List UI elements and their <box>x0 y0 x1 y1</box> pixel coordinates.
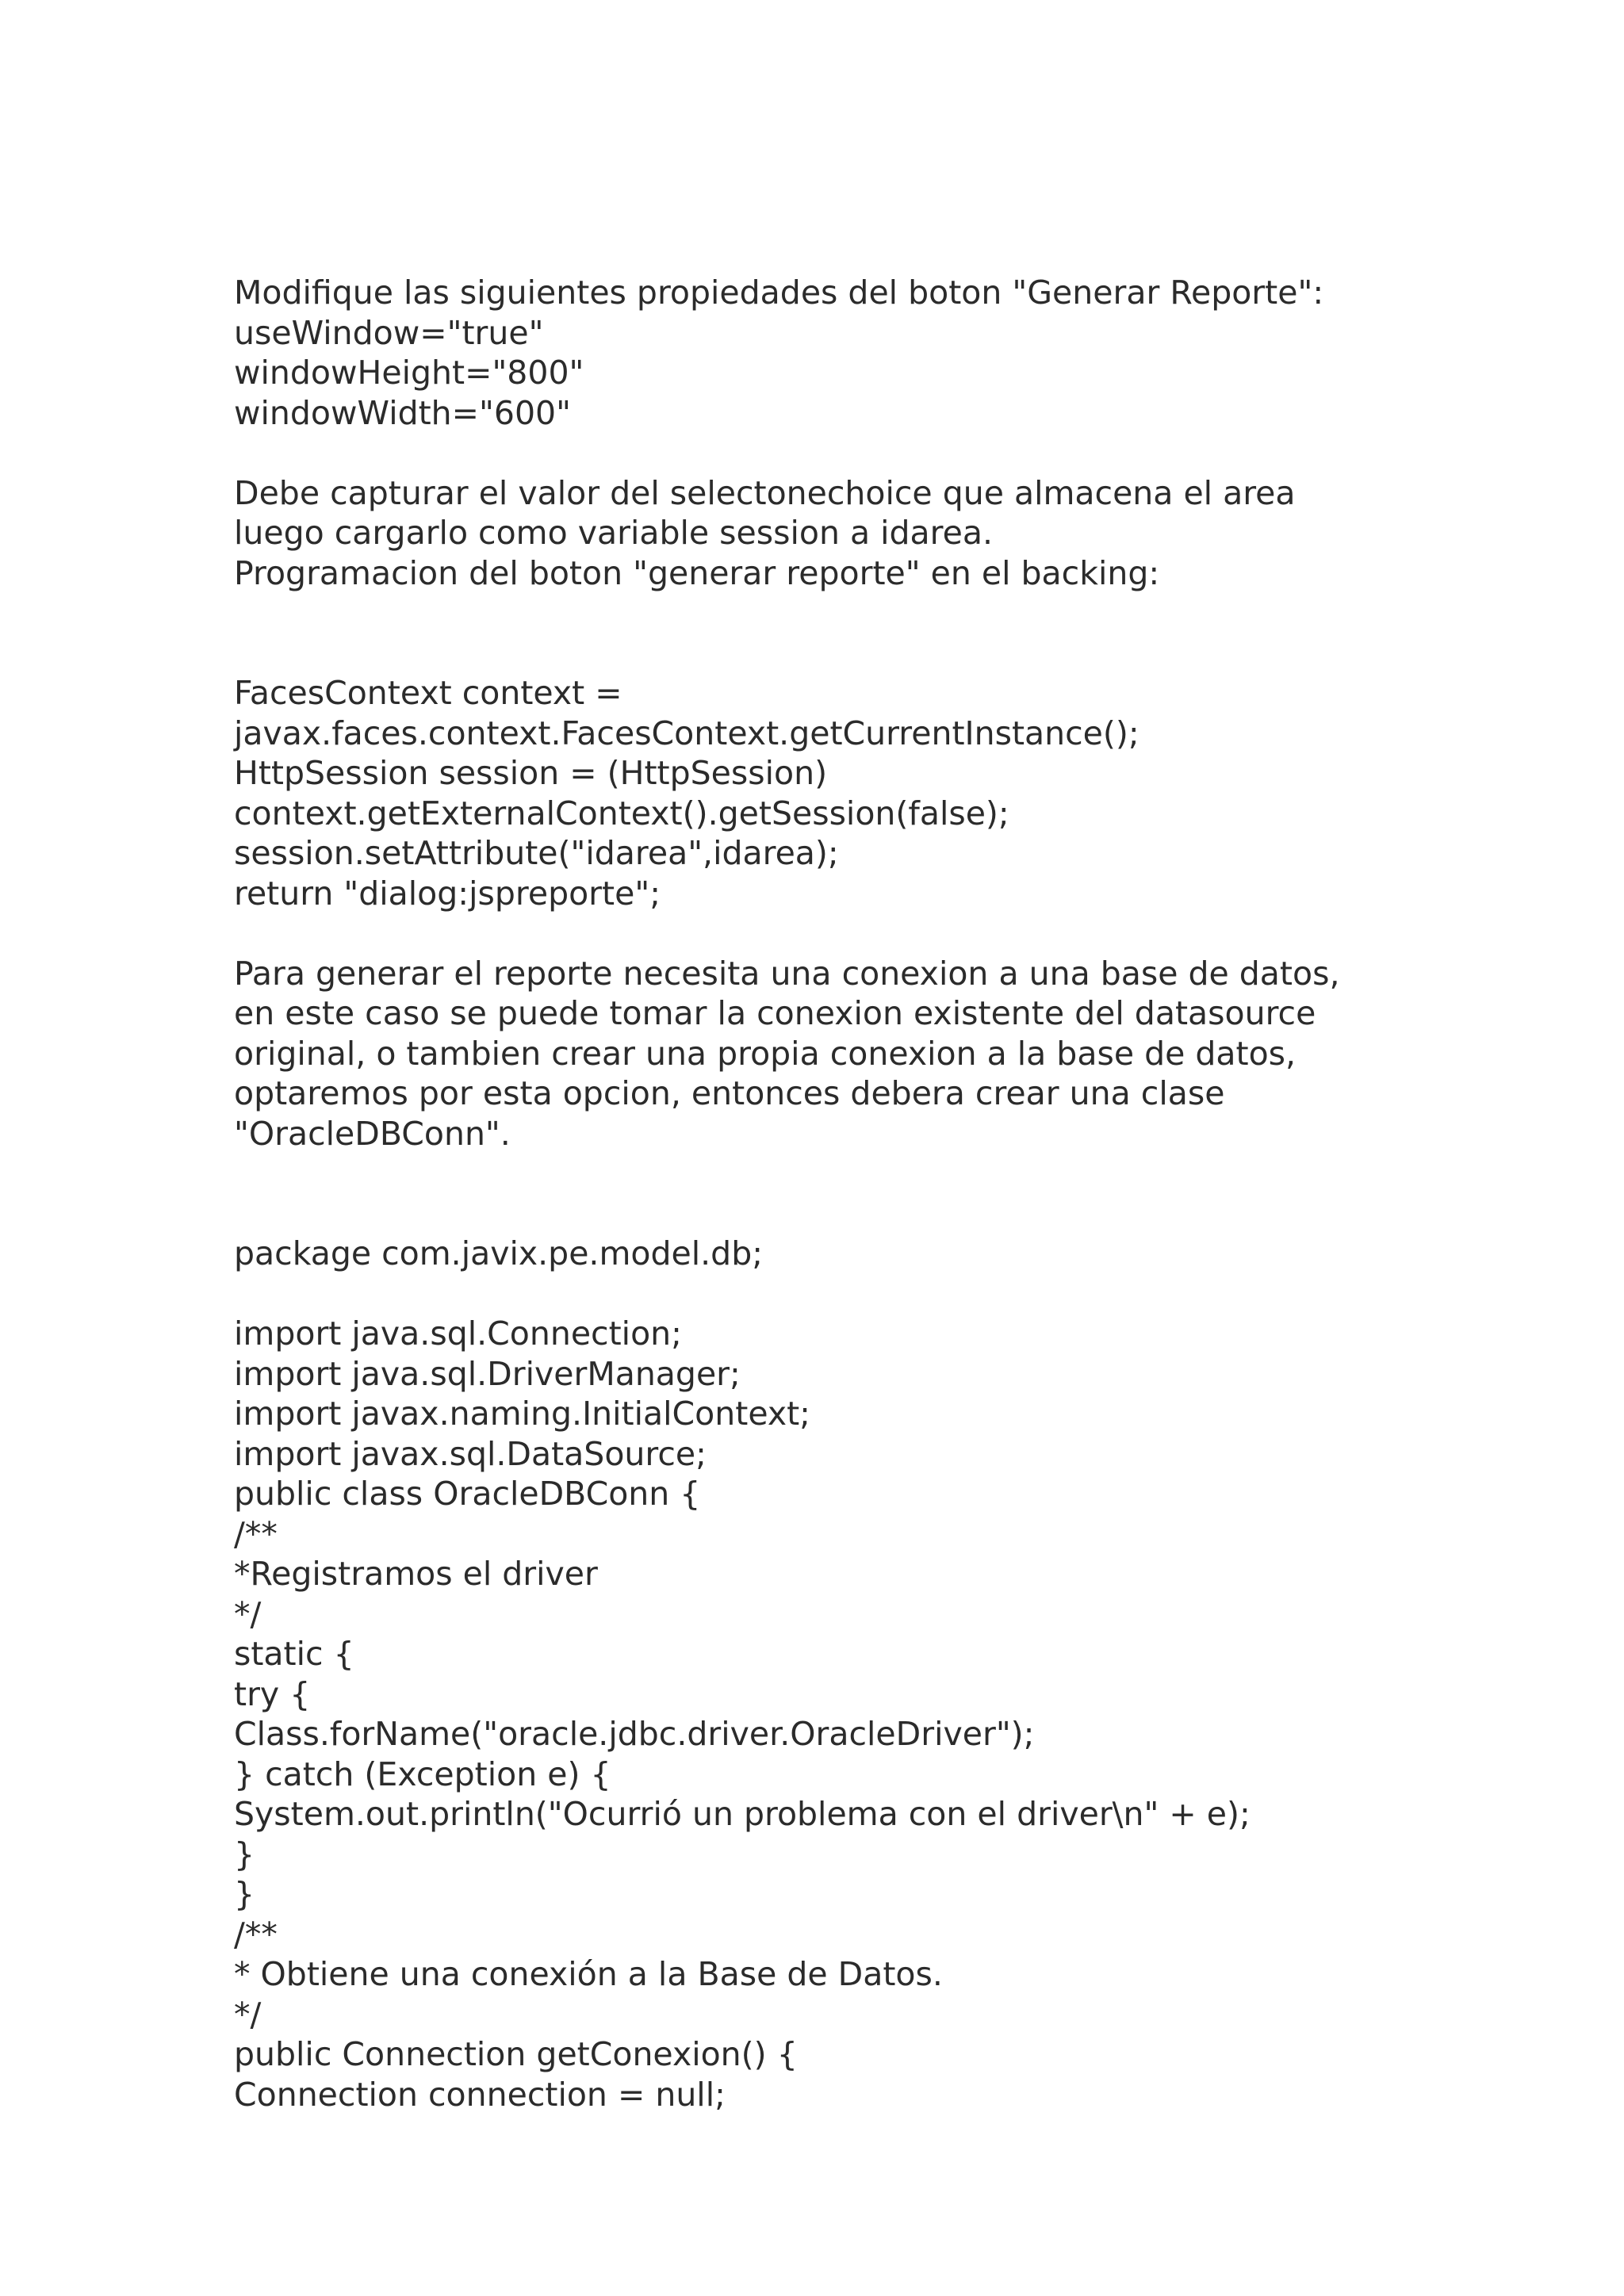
blank-line <box>234 1194 1423 1234</box>
code-line: javax.faces.context.FacesContext.getCurrentInstance(); <box>234 714 1139 752</box>
code-line: try { <box>234 1674 311 1713</box>
code-line: FacesContext context = <box>234 674 622 712</box>
text-line: useWindow="true" <box>234 313 544 352</box>
code-line: public class OracleDBConn { <box>234 1475 701 1513</box>
code-line: *Registramos el driver <box>234 1555 598 1593</box>
code-line: import java.sql.DriverManager; <box>234 1354 741 1393</box>
code-line: System.out.println("Ocurrió un problema con el driver\n" + e); <box>234 1795 1251 1833</box>
document-body <box>234 273 1423 2114</box>
code-line: import java.sql.Connection; <box>234 1314 682 1353</box>
blank-line <box>234 913 1423 954</box>
blank-line <box>234 633 1423 674</box>
code-line: return "dialog:jspreporte"; <box>234 874 661 913</box>
text-line: windowWidth="600" <box>234 393 571 432</box>
code-line: public Connection getConexion() { <box>234 2035 798 2073</box>
text-line: optaremos por esta opcion, entonces debera crear una clase <box>234 1074 1225 1112</box>
code-line: import javax.sql.DataSource; <box>234 1434 707 1473</box>
blank-line <box>234 1274 1423 1314</box>
code-line: Class.forName("oracle.jdbc.driver.OracleDriver"); <box>234 1715 1035 1753</box>
code-line: } catch (Exception e) { <box>234 1755 611 1793</box>
text-line: Modifique las siguientes propiedades del boton "Generar Reporte": <box>234 274 1324 312</box>
code-line: HttpSession session = (HttpSession) <box>234 754 828 792</box>
code-line: context.getExternalContext().getSession(false); <box>234 794 1009 832</box>
blank-line <box>234 593 1423 633</box>
code-line: package com.javix.pe.model.db; <box>234 1234 764 1272</box>
text-line: Para generar el reporte necesita una conexion a una base de datos, <box>234 954 1340 993</box>
code-line: static { <box>234 1635 354 1673</box>
text-line: luego cargarlo como variable session a idarea. <box>234 514 994 552</box>
blank-line <box>234 1154 1423 1194</box>
code-line: } <box>234 1835 255 1873</box>
code-line: */ <box>234 1594 262 1633</box>
text-line: windowHeight="800" <box>234 354 584 392</box>
code-line: * Obtiene una conexión a la Base de Datos. <box>234 1955 943 1993</box>
text-line: Programacion del boton "generar reporte" en el backing: <box>234 553 1160 592</box>
text-line: en este caso se puede tomar la conexion existente del datasource <box>234 994 1316 1032</box>
code-line: session.setAttribute("idarea",idarea); <box>234 834 839 872</box>
code-line: */ <box>234 1995 262 2034</box>
text-line: original, o tambien crear una propia conexion a la base de datos, <box>234 1034 1297 1073</box>
code-line: /** <box>234 1514 278 1553</box>
code-line: import javax.naming.InitialContext; <box>234 1395 810 1433</box>
text-line: "OracleDBConn". <box>234 1114 511 1153</box>
code-line: } <box>234 1875 255 1913</box>
blank-line <box>234 433 1423 473</box>
text-line: Debe capturar el valor del selectonechoice que almacena el area <box>234 473 1296 512</box>
code-line: /** <box>234 1915 278 1954</box>
code-line: Connection connection = null; <box>234 2075 726 2114</box>
